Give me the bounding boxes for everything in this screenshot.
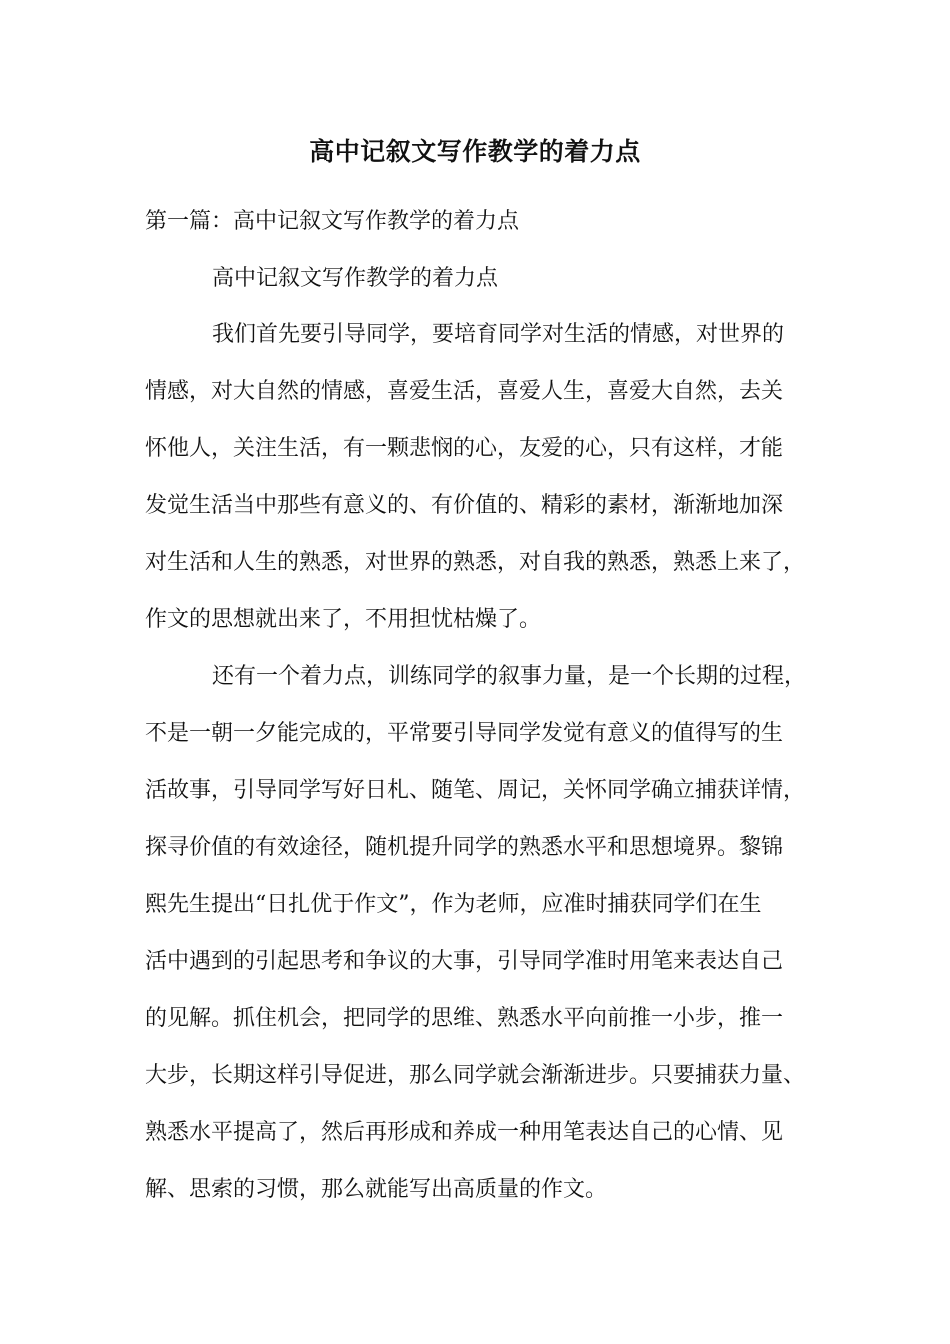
paragraph-2-line: 熟悉水平提高了，然后再形成和养成一种用笔表达自己的心情、见 bbox=[145, 1120, 784, 1145]
paragraph-1-line: 怀他人，关注生活，有一颗悲悯的心，友爱的心，只有这样，才能 bbox=[145, 436, 784, 461]
document-title: 高中记叙文写作教学的着力点 bbox=[309, 137, 641, 166]
sub-heading: 高中记叙文写作教学的着力点 bbox=[212, 266, 499, 291]
paragraph-2-line: 活故事，引导同学写好日札、随笔、周记，关怀同学确立捕获详情， bbox=[145, 778, 806, 803]
paragraph-1-line: 对生活和人生的熟悉，对世界的熟悉，对自我的熟悉，熟悉上来了， bbox=[145, 550, 806, 575]
chapter-heading: 第一篇：高中记叙文写作教学的着力点 bbox=[145, 209, 520, 234]
paragraph-1-line: 发觉生活当中那些有意义的、有价值的、精彩的素材，渐渐地加深 bbox=[145, 493, 784, 518]
paragraph-2-line: 活中遇到的引起思考和争议的大事，引导同学准时用笔来表达自己 bbox=[145, 949, 784, 974]
paragraph-2-line: 大步，长期这样引导促进，那么同学就会渐渐进步。只要捕获力量、 bbox=[145, 1063, 806, 1088]
paragraph-2-line: 熙先生提出“日扎优于作文”，作为老师，应准时捕获同学们在生 bbox=[145, 892, 762, 917]
paragraph-1-line: 情感，对大自然的情感，喜爱生活，喜爱人生，喜爱大自然，去关 bbox=[145, 379, 784, 404]
paragraph-1-line: 作文的思想就出来了，不用担忧枯燥了。 bbox=[145, 607, 542, 632]
paragraph-2-line: 还有一个着力点，训练同学的叙事力量，是一个长期的过程， bbox=[212, 664, 807, 689]
paragraph-1-line: 我们首先要引导同学，要培育同学对生活的情感，对世界的 bbox=[212, 322, 785, 347]
paragraph-2-line: 探寻价值的有效途径，随机提升同学的熟悉水平和思想境界。黎锦 bbox=[145, 835, 784, 860]
paragraph-2-line: 的见解。抓住机会，把同学的思维、熟悉水平向前推一小步，推一 bbox=[145, 1006, 784, 1031]
paragraph-2-line: 解、思索的习惯，那么就能写出高质量的作文。 bbox=[145, 1177, 608, 1202]
paragraph-2-line: 不是一朝一夕能完成的，平常要引导同学发觉有意义的值得写的生 bbox=[145, 721, 784, 746]
